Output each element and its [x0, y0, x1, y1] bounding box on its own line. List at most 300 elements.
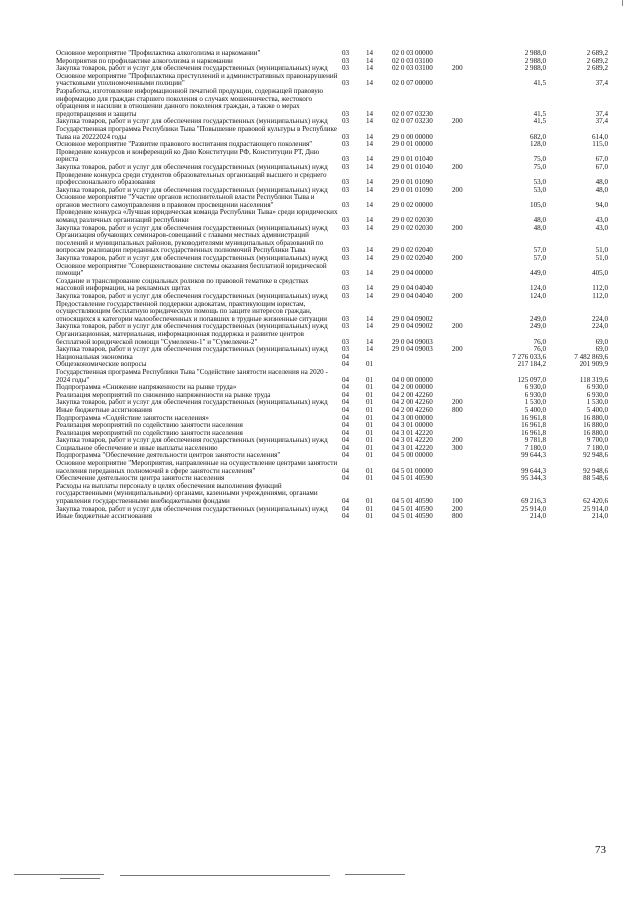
- row-amount-year-1: 9 781,8: [524, 437, 546, 445]
- row-subsection-code: 01: [366, 452, 374, 460]
- row-amount-year-2: 7 482 869,6: [574, 353, 608, 361]
- row-amount-year-1: 128,0: [530, 141, 546, 149]
- row-section-code: 03: [342, 155, 350, 164]
- row-target-article-code: 02 0 07 03230: [392, 109, 433, 118]
- row-amount-year-1: 249,0: [530, 323, 546, 331]
- row-subsection-code: 14: [366, 50, 374, 57]
- row-section-code: 04: [342, 422, 350, 430]
- row-amount-year-2: 43,0: [595, 216, 608, 225]
- row-amount-year-1: 6 930,0: [524, 384, 546, 392]
- row-amount-year-1: 16 961,8: [521, 414, 546, 422]
- row-name-cell: Закупка товаров, работ и услуг для обеспечения государственных (муниципальных) нужд: [56, 64, 328, 73]
- row-amount-year-2: 7 180,0: [586, 444, 608, 452]
- row-expense-type-code: 100: [452, 497, 463, 506]
- row-amount-year-1: 6 930,0: [524, 391, 546, 399]
- row-name-cell: Социальное обеспечение и иные выплаты населению: [56, 443, 218, 452]
- row-amount-year-1: 2 988,0: [524, 57, 546, 65]
- row-section-code: 03: [342, 79, 350, 88]
- row-amount-year-2: 2 689,2: [586, 50, 608, 57]
- row-subsection-code: 01: [366, 406, 374, 414]
- row-target-article-code: 04 3 01 42220: [392, 429, 433, 437]
- row-amount-year-1: 99 644,3: [521, 452, 546, 460]
- row-amount-year-2: 69,0: [595, 337, 608, 346]
- row-name-cell: Закупка товаров, работ и услуг для обеспечения государственных (муниципальных) нужд: [56, 398, 328, 407]
- row-section-code: 04: [342, 497, 350, 506]
- row-amount-year-2: 51,0: [595, 255, 608, 263]
- row-section-code: 04: [342, 414, 350, 422]
- row-target-article-code: 29 0 04 00000: [392, 269, 433, 278]
- row-subsection-code: 14: [366, 79, 374, 88]
- row-name-cell: Национальная экономика: [56, 352, 133, 361]
- scan-artifact-line: [60, 878, 100, 879]
- row-name-cell: Расходы на выплаты персоналу в целях обеспечения выполнения функций государственными (муниципальными) органами, казенными учреждениями, органами управления государственными внебюджетными фондами: [56, 481, 318, 506]
- row-amount-year-2: 48,0: [595, 178, 608, 187]
- row-target-article-code: 29 0 04 04040: [392, 293, 433, 300]
- row-name-cell: Государственная программа Республики Тыва "Повышение правовой культуры в Республике Тыва на 20222024 годы: [56, 124, 337, 141]
- row-amount-year-2: 9 700,0: [586, 437, 608, 445]
- row-section-code: 04: [342, 437, 350, 445]
- row-section-code: 04: [342, 406, 350, 414]
- row-section-code: 03: [342, 109, 350, 118]
- row-amount-year-1: 95 344,3: [521, 475, 546, 483]
- table-row: [56, 232, 608, 255]
- table-row: [56, 209, 608, 224]
- row-target-article-code: 04 5 01 40590: [392, 505, 433, 513]
- row-name-cell: Иные бюджетные ассигнования: [56, 405, 153, 414]
- row-expense-type-code: [452, 354, 488, 362]
- row-name-cell: Проведение конкурса среди студентов образовательных организаций высшего и среднего профессионального образования: [56, 170, 327, 187]
- row-expense-type-code: [452, 361, 488, 369]
- row-expense-type-code: 800: [452, 513, 463, 521]
- row-amount-year-2: 69,0: [595, 346, 608, 354]
- row-section-code: 03: [342, 50, 350, 57]
- row-section-code: 03: [342, 178, 350, 187]
- row-expense-type-code: [452, 263, 488, 278]
- row-expense-type-code: [452, 149, 488, 164]
- row-target-article-code: 04 5 00 00000: [392, 452, 433, 460]
- row-section-code: 03: [342, 216, 350, 225]
- row-target-article-code: 04 5 01 00000: [392, 466, 433, 475]
- row-amount-year-2: 5 400,0: [586, 406, 608, 414]
- row-name-cell: Обеспечение деятельности центра занятости населения: [56, 474, 225, 483]
- row-target-article-code: 29 0 02 02030: [392, 216, 433, 225]
- row-name-cell: Закупка товаров, работ и услуг для обеспечения государственных (муниципальных) нужд: [56, 254, 328, 263]
- row-subsection-code: 14: [366, 186, 374, 194]
- row-target-article-code: 04 2 00 00000: [392, 384, 433, 392]
- row-subsection-code: 01: [366, 429, 374, 437]
- row-name-cell: Иные бюджетные ассигнования: [56, 512, 153, 521]
- row-subsection-code: 14: [366, 314, 374, 323]
- row-name-cell: Закупка товаров, работ и услуг для обеспечения государственных (муниципальных) нужд: [56, 322, 328, 331]
- row-section-code: 04: [342, 361, 350, 369]
- row-subsection-code: 01: [366, 391, 374, 399]
- row-name-cell: Разработка, изготовление информационной печатной продукции, содержащей правовую информацию для граждан старшего поколения о случаях мошенничества, жестокого обращения и насилии в отношении данного поколения граждан, а также о мерах предотвращения и защиты: [56, 86, 324, 118]
- row-amount-year-1: 124,0: [530, 293, 546, 300]
- budget-table: [56, 50, 608, 521]
- row-target-article-code: 29 0 01 01040: [392, 163, 433, 171]
- row-target-article-code: 29 0 04 09002: [392, 323, 433, 331]
- table-row: [56, 513, 608, 521]
- row-name-cell: Организационная, материальная, информационная поддержка и развитие центров бесплатной юридической помощи "Сумелекчи-1" и "Сумелекчи-2": [56, 329, 304, 346]
- row-target-article-code: 29 0 01 01090: [392, 178, 433, 187]
- row-subsection-code: 14: [366, 163, 374, 171]
- row-expense-type-code: 200: [452, 65, 463, 73]
- row-amount-year-1: 53,0: [533, 186, 546, 194]
- table-row: [56, 460, 608, 475]
- row-section-code: 04: [342, 375, 350, 384]
- row-subsection-code: 01: [366, 422, 374, 430]
- row-section-code: 03: [342, 255, 350, 263]
- row-name-cell: Основное мероприятие "Мероприятия, направленные на осуществление центрами занятости населения переданных полномочий в сфере занятости населения": [56, 459, 338, 475]
- row-subsection-code: 14: [366, 155, 374, 164]
- row-name-cell: Реализация мероприятий по содействию занятости населения: [56, 421, 243, 430]
- row-section-code: 03: [342, 224, 350, 232]
- row-section-code: 04: [342, 399, 350, 407]
- row-subsection-code: [366, 354, 392, 362]
- row-amount-year-2: 224,0: [592, 323, 608, 331]
- row-amount-year-1: 16 961,8: [521, 429, 546, 437]
- row-target-article-code: 29 0 02 02030: [392, 224, 433, 232]
- row-name-cell: Основное мероприятие "Совершенствование системы оказания бесплатной юридической помощи": [56, 261, 327, 278]
- row-amount-year-2: 6 930,0: [586, 384, 608, 392]
- row-target-article-code: 02 0 03 03100: [392, 57, 433, 65]
- row-section-code: 03: [342, 132, 350, 141]
- row-expense-type-code: [452, 384, 488, 392]
- row-section-code: 03: [342, 269, 350, 278]
- row-amount-year-1: 7 276 033,6: [512, 353, 546, 361]
- row-amount-year-1: 124,0: [530, 284, 546, 293]
- row-target-article-code: 29 0 04 09003: [392, 346, 433, 354]
- row-amount-year-2: 37,4: [595, 118, 608, 126]
- scan-artifact-line: [345, 874, 405, 875]
- row-subsection-code: 01: [366, 399, 374, 407]
- row-name-cell: Закупка товаров, работ и услуг для обеспечения государственных (муниципальных) нужд: [56, 292, 328, 300]
- row-section-code: 03: [342, 314, 350, 323]
- row-section-code: 03: [342, 65, 350, 73]
- row-subsection-code: 01: [366, 414, 374, 422]
- row-target-article-code: 04 2 00 42260: [392, 391, 433, 399]
- row-subsection-code: 14: [366, 200, 374, 209]
- row-amount-year-2: 201 909,9: [579, 361, 608, 369]
- row-amount-year-2: 62 420,6: [583, 497, 608, 506]
- row-name-cell: Закупка товаров, работ и услуг для обеспечения государственных (муниципальных) нужд: [56, 436, 328, 445]
- row-amount-year-2: 405,0: [592, 269, 608, 278]
- row-name-cell: Основное мероприятие "Профилактика алкоголизма и наркомании": [56, 49, 261, 57]
- row-name-cell: Закупка товаров, работ и услуг для обеспечения государственных (муниципальных) нужд: [56, 162, 328, 171]
- scan-edge-mark: [622, 0, 623, 6]
- row-subsection-code: 14: [366, 216, 374, 225]
- row-expense-type-code: [452, 58, 488, 66]
- row-amount-year-2: 16 880,0: [583, 429, 608, 437]
- row-subsection-code: 01: [366, 475, 374, 483]
- row-subsection-code: 01: [366, 375, 374, 384]
- row-subsection-code: 14: [366, 269, 374, 278]
- row-target-article-code: [392, 361, 452, 369]
- row-subsection-code: 14: [366, 65, 374, 73]
- row-subsection-code: 01: [366, 361, 374, 369]
- table-row: [56, 194, 608, 209]
- row-expense-type-code: 800: [452, 406, 463, 414]
- row-amount-year-1: 125 097,0: [517, 375, 546, 384]
- row-expense-type-code: 200: [452, 346, 463, 354]
- row-amount-year-2: 37,4: [595, 109, 608, 118]
- row-name-cell: Закупка товаров, работ и услуг для обеспечения государственных (муниципальных) нужд: [56, 504, 328, 513]
- row-amount-year-2: 51,0: [595, 246, 608, 255]
- row-amount-year-1: 105,0: [530, 200, 546, 209]
- row-amount-year-2: 214,0: [592, 513, 608, 521]
- row-expense-type-code: 200: [452, 186, 463, 194]
- row-expense-type-code: 200: [452, 163, 463, 171]
- row-name-cell: Организация обучающих семинаров-совещаний с главами местных администраций поселений и муниципальных районов, руководителями муниципальных образований по вопросам реализации переданных государственных полномочий Республики Тыва: [56, 231, 324, 255]
- row-name-cell: Закупка товаров, работ и услуг для обеспечения государственных (муниципальных) нужд: [56, 117, 328, 126]
- row-expense-type-code: [452, 126, 488, 141]
- row-amount-year-2: 1 530,0: [586, 399, 608, 407]
- row-name-cell: Проведение конкурсов и конференций ко Дню Конституции РФ, Конституции РТ, Дню юриста: [56, 147, 320, 164]
- row-subsection-code: 01: [366, 513, 374, 521]
- row-section-code: 03: [342, 57, 350, 65]
- row-section-code: 03: [342, 141, 350, 149]
- row-amount-year-1: 2 988,0: [524, 50, 546, 57]
- row-name-cell: Подпрограмма «Снижение напряженности на рынке труда»: [56, 383, 237, 392]
- row-amount-year-1: 16 961,8: [521, 422, 546, 430]
- row-section-code: 03: [342, 186, 350, 194]
- row-expense-type-code: [452, 369, 488, 384]
- row-name-cell: Предоставление государственной поддержки адвокатам, практикующим юристам, осуществляющим бесплатную юридическую помощь по защите интересов граждан, относящихся к категории малообеспеченных и попавших в трудные жизненные ситуации: [56, 299, 328, 323]
- scan-artifact-line: [14, 874, 104, 875]
- row-expense-type-code: [452, 232, 488, 255]
- row-subsection-code: 14: [366, 224, 374, 232]
- row-amount-year-1: 48,0: [533, 224, 546, 232]
- row-subsection-code: 14: [366, 178, 374, 187]
- row-amount-year-1: 76,0: [533, 337, 546, 346]
- row-expense-type-code: [452, 415, 488, 423]
- row-target-article-code: [392, 354, 452, 362]
- row-section-code: 03: [342, 346, 350, 354]
- row-amount-year-1: 48,0: [533, 216, 546, 225]
- row-target-article-code: 29 0 02 00000: [392, 200, 433, 209]
- row-amount-year-1: 75,0: [533, 155, 546, 164]
- row-target-article-code: 29 0 04 09003: [392, 337, 433, 346]
- row-name-cell: Мероприятия по профилактике алкоголизма и наркомании: [56, 56, 233, 65]
- row-amount-year-1: 449,0: [530, 269, 546, 278]
- page-number: 73: [595, 844, 606, 856]
- row-subsection-code: 14: [366, 141, 374, 149]
- row-amount-year-2: 614,0: [592, 132, 608, 141]
- row-amount-year-2: 16 880,0: [583, 414, 608, 422]
- row-section-code: 04: [342, 429, 350, 437]
- row-name-cell: Подпрограмма "Обеспечение деятельности центров занятости населения": [56, 451, 281, 460]
- row-target-article-code: 04 3 00 00000: [392, 414, 433, 422]
- row-expense-type-code: [452, 50, 488, 58]
- row-target-article-code: 29 0 02 02040: [392, 255, 433, 263]
- row-expense-type-code: 200: [452, 293, 463, 300]
- row-subsection-code: 14: [366, 284, 374, 293]
- row-amount-year-2: 118 319,6: [579, 375, 608, 384]
- row-section-code: 03: [342, 200, 350, 209]
- row-section-code: 04: [342, 466, 350, 475]
- row-target-article-code: 04 3 01 42220: [392, 444, 433, 452]
- row-amount-year-1: 76,0: [533, 346, 546, 354]
- row-amount-year-2: 67,0: [595, 155, 608, 164]
- row-target-article-code: 02 0 07 03230: [392, 118, 433, 126]
- budget-table-body: [56, 50, 608, 521]
- row-target-article-code: 04 5 01 40590: [392, 497, 433, 506]
- row-subsection-code: 14: [366, 346, 374, 354]
- row-amount-year-1: 41,5: [533, 109, 546, 118]
- row-name-cell: Реализация мероприятий по содействию занятости населения: [56, 428, 243, 437]
- row-expense-type-code: [452, 430, 488, 438]
- row-amount-year-2: 16 880,0: [583, 422, 608, 430]
- row-name-cell: Закупка товаров, работ и услуг для обеспечения государственных (муниципальных) нужд: [56, 345, 328, 354]
- row-expense-type-code: [452, 475, 488, 483]
- row-expense-type-code: 300: [452, 444, 463, 452]
- row-subsection-code: 14: [366, 293, 374, 300]
- row-amount-year-2: 115,0: [592, 141, 608, 149]
- row-section-code: 03: [342, 246, 350, 255]
- row-amount-year-2: 94,0: [595, 200, 608, 209]
- row-subsection-code: 14: [366, 255, 374, 263]
- row-target-article-code: 04 2 00 42260: [392, 406, 433, 414]
- row-name-cell: Основное мероприятие "Развитие правового воспитания подрастающего поколения": [56, 140, 313, 149]
- row-subsection-code: 01: [366, 384, 374, 392]
- row-expense-type-code: [452, 141, 488, 149]
- row-name-cell: Реализация мероприятий по снижению напряженности на рынке труда: [56, 390, 271, 399]
- row-section-code: 03: [342, 323, 350, 331]
- row-target-article-code: 29 0 04 09002: [392, 314, 433, 323]
- row-expense-type-code: [452, 278, 488, 293]
- row-target-article-code: 02 0 03 00000: [392, 50, 433, 57]
- row-target-article-code: 04 3 01 00000: [392, 422, 433, 430]
- row-amount-year-1: 2 988,0: [524, 65, 546, 73]
- row-amount-year-2: 92 948,6: [583, 452, 608, 460]
- row-amount-year-2: 48,0: [595, 186, 608, 194]
- row-target-article-code: 29 0 01 01090: [392, 186, 433, 194]
- row-target-article-code: 04 5 01 40590: [392, 475, 433, 483]
- row-expense-type-code: 200: [452, 437, 463, 445]
- row-target-article-code: 29 0 04 04040: [392, 284, 433, 293]
- row-subsection-code: 01: [366, 505, 374, 513]
- row-expense-type-code: 200: [452, 399, 463, 407]
- row-section-code: 04: [342, 384, 350, 392]
- row-expense-type-code: [452, 172, 488, 187]
- row-amount-year-1: 214,0: [530, 513, 546, 521]
- row-amount-year-2: 67,0: [595, 163, 608, 171]
- row-section-code: 04: [342, 513, 350, 521]
- row-expense-type-code: [452, 422, 488, 430]
- row-name-cell: Общеэкономические вопросы: [56, 360, 147, 369]
- row-subsection-code: 14: [366, 132, 374, 141]
- row-name-cell: Закупка товаров, работ и услуг для обеспечения государственных (муниципальных) нужд: [56, 223, 328, 232]
- row-subsection-code: 01: [366, 437, 374, 445]
- row-target-article-code: 29 0 02 02040: [392, 246, 433, 255]
- row-amount-year-2: 112,0: [592, 293, 608, 300]
- row-amount-year-1: 75,0: [533, 163, 546, 171]
- row-subsection-code: 14: [366, 246, 374, 255]
- row-name-cell: Основное мероприятие "Участие органов исполнительной власти Республики Тыва и органов местного самоуправления в правовом просвещении населения": [56, 193, 315, 209]
- row-expense-type-code: [452, 88, 488, 118]
- row-expense-type-code: 200: [452, 255, 463, 263]
- row-amount-year-2: 2 689,2: [586, 57, 608, 65]
- row-subsection-code: 14: [366, 109, 374, 118]
- row-amount-year-1: 217 184,2: [517, 361, 546, 369]
- row-amount-year-1: 57,0: [533, 246, 546, 255]
- row-expense-type-code: [452, 301, 488, 324]
- row-name-cell: Проведение конкурса «Лучшая юридическая команда Республики Тыва» среди юридических команд различных организаций республики: [56, 208, 338, 225]
- row-target-article-code: 04 0 00 00000: [392, 375, 433, 384]
- row-subsection-code: 14: [366, 118, 374, 126]
- row-name-cell: Основное мероприятие "Профилактика преступлений и административных правонарушений участковыми уполномоченными полиции": [56, 71, 338, 88]
- scan-artifact-line: [120, 875, 330, 876]
- row-target-article-code: 02 0 07 00000: [392, 79, 433, 88]
- scan-bottom-artifacts: [0, 868, 638, 905]
- row-amount-year-1: 53,0: [533, 178, 546, 187]
- row-amount-year-1: 69 216,3: [521, 497, 546, 506]
- table-row: [56, 172, 608, 187]
- row-subsection-code: 14: [366, 337, 374, 346]
- row-expense-type-code: 200: [452, 505, 463, 513]
- row-expense-type-code: [452, 194, 488, 209]
- table-row: [56, 149, 608, 164]
- row-subsection-code: 14: [366, 323, 374, 331]
- row-expense-type-code: 200: [452, 118, 463, 126]
- row-section-code: 04: [342, 452, 350, 460]
- row-target-article-code: 29 0 00 00000: [392, 132, 433, 141]
- row-amount-year-1: 41,5: [533, 118, 546, 126]
- row-amount-year-1: 682,0: [530, 132, 546, 141]
- row-expense-type-code: [452, 392, 488, 400]
- row-target-article-code: 04 2 00 42260: [392, 399, 433, 407]
- row-section-code: 04: [342, 505, 350, 513]
- row-amount-year-2: 25 914,0: [583, 505, 608, 513]
- row-amount-year-1: 1 530,0: [524, 399, 546, 407]
- row-subsection-code: 01: [366, 497, 374, 506]
- row-amount-year-2: 224,0: [592, 314, 608, 323]
- row-amount-year-1: 25 914,0: [521, 505, 546, 513]
- row-amount-year-1: 5 400,0: [524, 406, 546, 414]
- table-row: [56, 483, 608, 506]
- table-row: [56, 346, 608, 354]
- row-amount-year-2: 37,4: [595, 79, 608, 88]
- row-subsection-code: 14: [366, 57, 374, 65]
- row-section-code: 03: [342, 163, 350, 171]
- row-section-code: 03: [342, 293, 350, 300]
- table-row: [56, 263, 608, 278]
- row-expense-type-code: [452, 452, 488, 460]
- table-row: [56, 301, 608, 324]
- row-amount-year-1: 99 644,3: [521, 466, 546, 475]
- table-row: [56, 73, 608, 88]
- row-amount-year-1: 41,5: [533, 79, 546, 88]
- table-row: [56, 369, 608, 384]
- row-section-code: 04: [342, 391, 350, 399]
- row-section-code: 04: [342, 444, 350, 452]
- row-section-code: 03: [342, 337, 350, 346]
- row-target-article-code: 04 3 01 42220: [392, 437, 433, 445]
- row-expense-type-code: [452, 209, 488, 224]
- row-amount-year-1: 57,0: [533, 255, 546, 263]
- row-name-cell: Государственная программа Республики Тыва "Содействие занятости населения на 2020 - 2024 годы": [56, 367, 328, 384]
- row-target-article-code: 29 0 01 01040: [392, 155, 433, 164]
- row-expense-type-code: 200: [452, 224, 463, 232]
- row-target-article-code: 02 0 03 03100: [392, 65, 433, 73]
- row-section-code: 03: [342, 284, 350, 293]
- row-expense-type-code: [452, 73, 488, 88]
- row-name-cell: Создание и транслирование социальных роликов по правовой тематике в средствах массовой информации, на рекламных щитах: [56, 276, 309, 293]
- row-amount-year-2: 6 930,0: [586, 391, 608, 399]
- row-expense-type-code: [452, 460, 488, 475]
- row-target-article-code: 04 5 01 40590: [392, 513, 433, 521]
- row-expense-type-code: [452, 331, 488, 346]
